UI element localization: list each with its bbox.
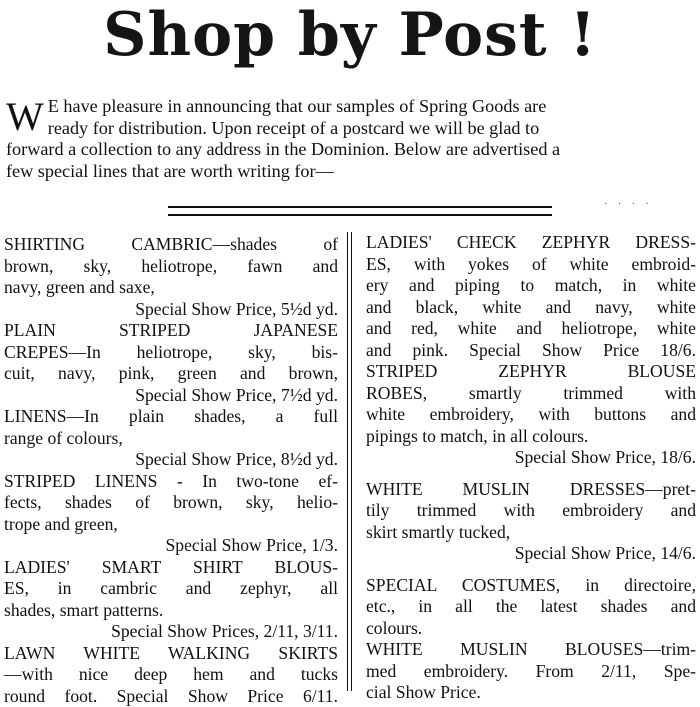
item-line: ES, in cambric and zephyr, all — [4, 578, 338, 600]
item-price: Special Show Price, 18/6. — [366, 447, 696, 469]
product-item-shirt-blouses — [4, 557, 338, 643]
intro-line: few special lines that are worth writing for— — [6, 161, 696, 183]
item-line: fects, shades of brown, sky, helio- — [4, 492, 338, 514]
item-line: SHIRTING CAMBRIC—shades of — [4, 234, 338, 256]
drop-cap: W — [6, 100, 44, 134]
item-line: —with nice deep hem and tucks — [4, 664, 338, 686]
item-line: tily trimmed with embroidery and — [366, 500, 696, 522]
product-item-blouse-robes — [366, 361, 696, 469]
item-line: PLAIN STRIPED JAPANESE — [4, 320, 338, 342]
item-line: med embroidery. From 2/11, Spe- — [366, 661, 696, 683]
item-line: trope and green, — [4, 514, 338, 536]
item-line: LINENS—In plain shades, a full — [4, 406, 338, 428]
item-line: and black, white and navy, white — [366, 297, 696, 319]
item-line: WHITE MUSLIN BLOUSES—trim- — [366, 639, 696, 661]
item-line: STRIPED ZEPHYR BLOUSE — [366, 361, 696, 383]
column-rule — [347, 232, 352, 691]
item-line: brown, sky, heliotrope, fawn and — [4, 256, 338, 278]
product-item-japanese-crepes — [4, 320, 338, 406]
product-item-zephyr-dresses — [366, 232, 696, 361]
item-price: Special Show Price, 14/6. — [366, 543, 696, 565]
product-item-special-costumes — [366, 575, 696, 640]
product-item-walking-skirts — [4, 643, 338, 707]
item-line: pipings to match, in all colours. — [366, 426, 696, 448]
item-line: and pink. Special Show Price 18/6. — [366, 340, 696, 362]
item-line: shades, smart patterns. — [4, 600, 338, 622]
print-specks: · · · · — [604, 199, 653, 210]
item-line: and red, white and heliotrope, white — [366, 318, 696, 340]
item-line: SPECIAL COSTUMES, in directoire, — [366, 575, 696, 597]
item-line: CREPES—In heliotrope, sky, bis- — [4, 342, 338, 364]
item-line: white embroidery, with buttons and — [366, 404, 696, 426]
intro-line: forward a collection to any address in the Dominion. Below are advertised a — [6, 139, 696, 161]
item-line: colours. — [366, 618, 696, 640]
product-item-linens — [4, 406, 338, 471]
item-price: Special Show Price, 1/3. — [4, 535, 338, 557]
item-line: STRIPED LINENS - In two-tone ef- — [4, 471, 338, 493]
item-line: LADIES' CHECK ZEPHYR DRESS- — [366, 232, 696, 254]
left-column — [4, 234, 338, 707]
headline: Shop by Post ! — [0, 0, 700, 70]
item-price: Special Show Price, 7½d yd. — [4, 385, 338, 407]
product-item-muslin-blouses — [366, 639, 696, 704]
item-line: LAWN WHITE WALKING SKIRTS — [4, 643, 338, 665]
product-item-shirting-cambric — [4, 234, 338, 320]
item-line: WHITE MUSLIN DRESSES—pret- — [366, 479, 696, 501]
item-line: ROBES, smartly trimmed with — [366, 383, 696, 405]
item-price: Special Show Prices, 2/11, 3/11. — [4, 621, 338, 643]
product-item-muslin-dresses — [366, 479, 696, 565]
right-column — [366, 232, 696, 704]
item-line: cial Show Price. — [366, 682, 696, 704]
item-line: etc., in all the latest shades and — [366, 596, 696, 618]
item-line: ery and piping to match, in white — [366, 275, 696, 297]
item-line: cuit, navy, pink, green and brown, — [4, 363, 338, 385]
product-item-striped-linens — [4, 471, 338, 557]
item-price: Special Show Price, 5½d yd. — [4, 299, 338, 321]
item-line: navy, green and saxe, — [4, 277, 338, 299]
double-rule-divider — [168, 206, 552, 216]
item-price: Special Show Price, 8½d yd. — [4, 449, 338, 471]
item-line: range of colours, — [4, 428, 338, 450]
item-line: skirt smartly tucked, — [366, 522, 696, 544]
item-line: LADIES' SMART SHIRT BLOUS- — [4, 557, 338, 579]
intro-paragraph — [6, 96, 696, 182]
intro-line: E have pleasure in announcing that our samples of Spring Goods are — [6, 96, 696, 118]
intro-line: ready for distribution. Upon receipt of a postcard we will be glad to — [6, 118, 696, 140]
item-line: round foot. Special Show Price 6/11. — [4, 686, 338, 707]
item-line: ES, with yokes of white embroid- — [366, 254, 696, 276]
